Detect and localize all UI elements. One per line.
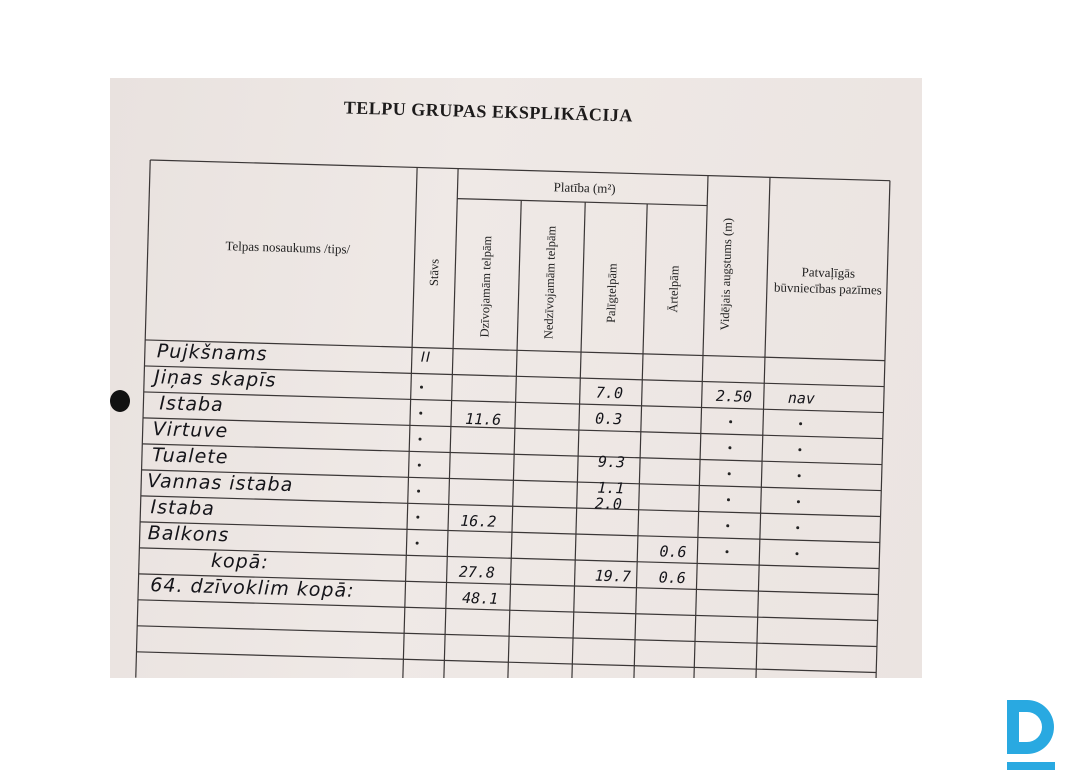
header-area: Platība (m²) (553, 179, 616, 197)
header-auxiliary: Palīgtelpām (603, 263, 620, 324)
header-nonliving: Nedzīvojamām telpām (541, 225, 559, 340)
row-auxiliary: 1.1 (596, 478, 625, 498)
row-floor: II (420, 349, 432, 366)
row-name: Virtuve (152, 418, 229, 443)
ditto-mark (798, 448, 801, 451)
document-sheet (110, 78, 922, 678)
total-label: kopā: (210, 549, 270, 574)
row-name: Pujkšnams (156, 340, 268, 366)
row-auxiliary: 7.0 (595, 383, 624, 403)
row-name: Balkons (147, 522, 230, 547)
row-auxiliary: 2.0 (594, 494, 623, 514)
ditto-mark (418, 464, 421, 467)
ditto-mark (799, 422, 802, 425)
apartment-total-living: 48.1 (461, 588, 499, 608)
ditto-mark (728, 446, 731, 449)
row-outdoor: 0.6 (659, 542, 687, 562)
header-living: Dzīvojamām telpām (477, 235, 495, 338)
d-logo-icon (1003, 696, 1059, 774)
header-room-name: Telpas nosaukums /tips/ (225, 238, 351, 257)
row-auxiliary: 0.3 (594, 409, 623, 429)
header-arbitrary: Patvaļīgās būvniecības pazīmes (773, 264, 883, 298)
ditto-mark (797, 500, 800, 503)
header-outdoor: Ārtelpām (666, 265, 682, 313)
header-floor: Stāvs (426, 258, 442, 287)
row-name: Vannas istaba (146, 470, 294, 497)
ditto-mark (728, 472, 731, 475)
punch-hole-icon (110, 390, 130, 412)
ditto-mark (418, 438, 421, 441)
total-auxiliary: 19.7 (594, 566, 632, 586)
ditto-mark (416, 542, 419, 545)
ditto-mark (727, 498, 730, 501)
ditto-mark (419, 412, 422, 415)
ditto-mark (796, 526, 799, 529)
ditto-mark (729, 420, 732, 423)
ditto-mark (795, 552, 798, 555)
ditto-mark (417, 490, 420, 493)
row-name: Jiņas skapīs (153, 366, 277, 392)
row-name: Tualete (151, 444, 229, 469)
row-height: 2.50 (715, 386, 753, 406)
row-name: Istaba (159, 392, 225, 417)
header-height: Vidējais augstums (m) (717, 217, 735, 331)
total-living: 27.8 (458, 562, 496, 582)
apartment-total-label: 64. dzīvoklim kopā: (150, 574, 355, 602)
ditto-mark (726, 524, 729, 527)
total-outdoor: 0.6 (658, 568, 687, 588)
row-mark: nav (787, 388, 816, 408)
ditto-mark (798, 474, 801, 477)
document-photo (110, 78, 922, 678)
ditto-mark (420, 386, 423, 389)
ditto-mark (416, 516, 419, 519)
row-name: Istaba (150, 496, 216, 520)
document-title: TELPU GRUPAS EKSPLIKĀCIJA (343, 97, 634, 126)
row-living: 11.6 (464, 409, 502, 429)
ditto-mark (725, 550, 728, 553)
row-living: 16.2 (460, 511, 497, 531)
row-auxiliary: 9.3 (597, 452, 626, 472)
